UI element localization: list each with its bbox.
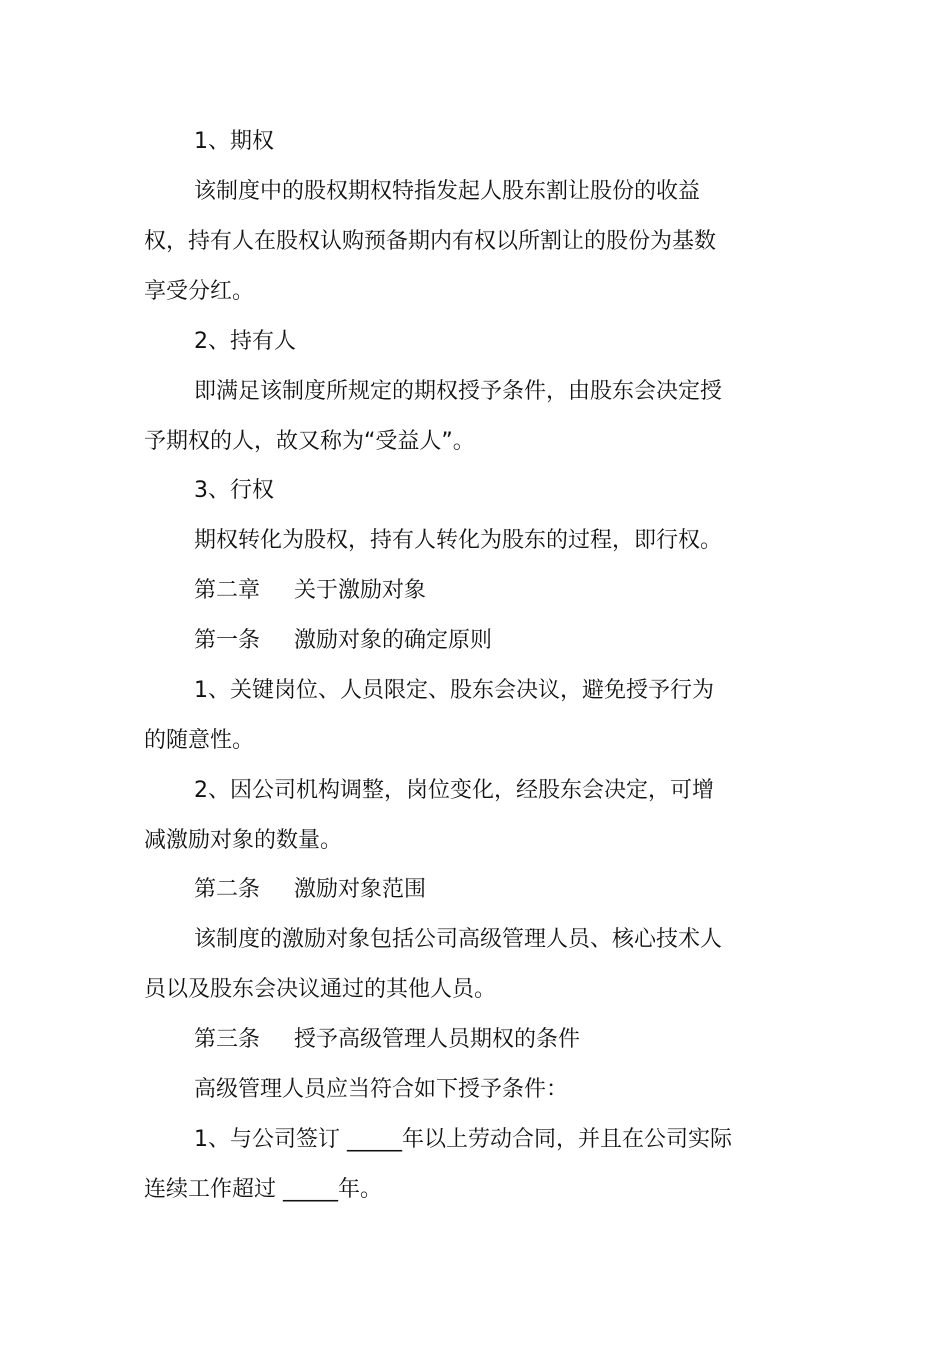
paragraph-line: 权，持有人在股权认购预备期内有权以所割让的股份为基数	[144, 229, 717, 254]
paragraph-line: 予期权的人，故又称为“受益人”。	[144, 429, 475, 454]
paragraph-line: 期权转化为股权，持有人转化为股东的过程，即行权。	[194, 528, 723, 553]
paragraph-line: 享受分红。	[144, 279, 255, 304]
section-heading-option: 1、期权	[194, 129, 274, 154]
chapter-number: 第二章	[194, 578, 261, 603]
article-title: 激励对象范围	[294, 877, 427, 902]
chapter-heading	[194, 576, 426, 606]
article-heading	[194, 875, 426, 905]
paragraph-line: 高级管理人员应当符合如下授予条件：	[194, 1077, 569, 1102]
paragraph-line: 该制度中的股权期权特指发起人股东割让股份的收益	[194, 179, 701, 204]
paragraph-line: 员以及股东会决议通过的其他人员。	[144, 977, 497, 1002]
article-number: 第三条	[194, 1027, 261, 1052]
article-number: 第二条	[194, 877, 261, 902]
paragraph-line: 的随意性。	[144, 728, 255, 753]
article-title: 激励对象的确定原则	[294, 628, 493, 653]
article-title: 授予高级管理人员期权的条件	[294, 1027, 581, 1052]
article-heading	[194, 626, 492, 656]
paragraph-line: 减激励对象的数量。	[144, 828, 343, 853]
paragraph-line: 该制度的激励对象包括公司高级管理人员、核心技术人	[194, 927, 723, 952]
paragraph-line: 2、因公司机构调整，岗位变化，经股东会决定，可增	[194, 778, 714, 803]
paragraph-line: 1、关键岗位、人员限定、股东会决议，避免授予行为	[194, 678, 714, 703]
article-heading	[194, 1025, 580, 1055]
paragraph-line: 1、与公司签订 _____年以上劳动合同，并且在公司实际	[194, 1127, 732, 1152]
paragraph-line: 连续工作超过 _____年。	[144, 1177, 382, 1202]
article-number: 第一条	[194, 628, 261, 653]
section-heading-exercise: 3、行权	[194, 478, 274, 503]
paragraph-line: 即满足该制度所规定的期权授予条件，由股东会决定授	[194, 379, 723, 404]
chapter-title: 关于激励对象	[294, 578, 427, 603]
section-heading-holder: 2、持有人	[194, 329, 296, 354]
